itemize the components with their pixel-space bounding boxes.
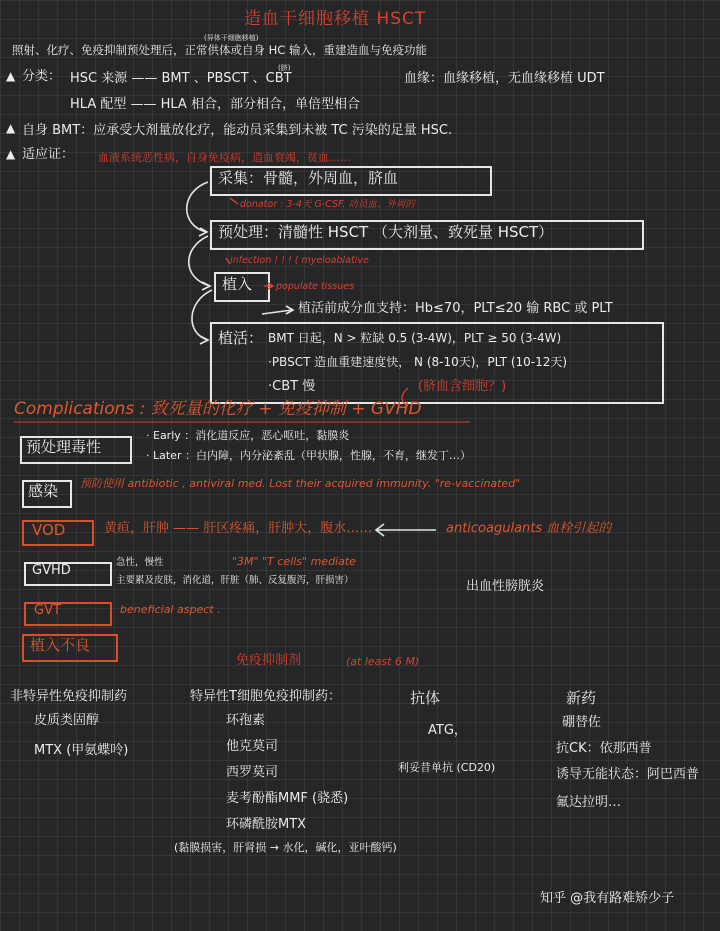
infection-label: 感染 [28, 482, 59, 500]
intro-text: 照射、化疗、免疫抑制预处理后，正常供体或自身 HC 输入，重建造血与免疫功能 [12, 43, 427, 57]
cystitis-text: 出血性膀胱炎 [466, 579, 545, 594]
pretreat-tox-early: · Early ：消化道反应，恶心呕吐，黏膜炎 [146, 429, 350, 442]
intro-note-auto: (脐) [278, 64, 291, 72]
implant-note: populate tissues [276, 281, 355, 292]
nonspecific-item: 皮质类固醇 [34, 713, 100, 728]
nonspecific-title: 非特异性免疫抑制药 [10, 689, 128, 704]
indications-text: 血液系统恶性病，自身免疫病，造血衰竭，贫血…… [98, 151, 351, 164]
nonspecific-item: MTX (甲氨蝶呤) [34, 743, 129, 758]
triangle-icon: ▲ [6, 69, 16, 83]
classification-hla: HLA 配型 —— HLA 相合，部分相合，单倍型相合 [70, 97, 360, 112]
pretreat-tox-label: 预处理毒性 [26, 438, 102, 456]
newdrugs-item: 抗CK：依那西普 [556, 741, 652, 756]
tcell-item: 麦考酚酯MMF (骁悉) [226, 791, 349, 806]
classification-source: HSC 来源 —— BMT 、PBSCT 、CBT [70, 71, 292, 86]
newdrugs-item: 硼替佐 [562, 715, 602, 730]
engraft-pbsct: ·PBSCT 造血重建速度快， N (8-10天)，PLT (10-12天) [268, 355, 568, 369]
engraft-cbt-note: (脐血含细胞？) [418, 379, 507, 394]
immuno-note: (at least 6 M) [346, 655, 420, 668]
antibody-item: 利妥昔单抗 (CD20) [398, 761, 496, 774]
engraft-cbt: ·CBT 慢 [268, 379, 316, 394]
tcell-item: 环孢素 [226, 713, 266, 728]
auto-bmt-text: 自身 BMT：应承受大剂量放化疗，能动员采集到未被 TC 污染的足量 HSC. [22, 123, 453, 138]
engraft-bmt: BMT 日起，N > 粒缺 0.5 (3-4W)，PLT ≥ 50 (3-4W) [268, 331, 562, 345]
vod-remedy: anticoagulants 血栓引起的 [446, 521, 612, 536]
antibody-title: 抗体 [410, 689, 441, 707]
pretreat-text: 预处理：清髓性 HSCT （大剂量、致死量 HSCT） [218, 223, 554, 241]
gvhd-mediate: "3M" "T cells" mediate [232, 555, 356, 568]
intro-note-allo: (异体干细胞移植) [204, 34, 259, 42]
infection-text: 预防使用 antibiotic , antiviral med. Lost their acquired immunity. "re-vaccinated" [80, 477, 521, 490]
vod-label: VOD [32, 521, 66, 539]
pretreat-tox-later: · Later ：白内障，内分泌紊乱（甲状腺，性腺，不育，继发丁…） [146, 449, 471, 462]
gvt-text: beneficial aspect . [120, 603, 221, 616]
collect-text: 采集：骨髓，外周血，脐血 [218, 169, 399, 187]
gvhd-organs: 主要累及皮肤，消化道，肝脏（肺、反复腹泻，肝损害） [116, 575, 354, 586]
tcell-item: 环磷酰胺MTX [226, 817, 307, 832]
gvhd-types: 急性，慢性 [116, 557, 164, 568]
tcell-item: 西罗莫司 [226, 765, 279, 780]
pretreat-note: infection ! ! ! ( myeloablative [230, 255, 369, 266]
tcell-item: 他克莫司 [226, 739, 279, 754]
watermark: 知乎 @我有路难矫少子 [540, 891, 675, 906]
tcell-title: 特异性T细胞免疫抑制药： [190, 689, 341, 704]
gvt-label: GVT [34, 603, 61, 618]
antibody-item: ATG， [428, 723, 467, 738]
immuno-heading: 免疫抑制剂 [236, 653, 302, 668]
indications-label: 适应证： [22, 147, 75, 162]
newdrugs-title: 新药 [566, 689, 597, 707]
implant-text: 植入 [222, 275, 253, 293]
graft-failure-label: 植入不良 [30, 636, 91, 654]
gvhd-label: GVHD [32, 563, 71, 578]
page-title: 造血干细胞移植 HSCT [244, 9, 427, 29]
complications-heading: Complications : 致死量的化疗 + 免疫抑制 + GVHD [14, 399, 422, 419]
collect-note: donator : 3-4天 G-CSF. 动员血、外周的 [240, 199, 415, 210]
triangle-icon: ▲ [6, 121, 16, 135]
classification-label: 分类： [22, 69, 62, 84]
engraft-label: 植活： [218, 329, 264, 347]
triangle-icon: ▲ [6, 147, 16, 161]
tcell-note: (黏膜损害，肝肾损 → 水化，碱化，亚叶酸钙) [174, 841, 397, 854]
classification-kinship: 血缘：血缘移植，无血缘移植 UDT [404, 71, 605, 86]
newdrugs-item: 诱导无能状态：阿巴西普 [556, 767, 700, 782]
newdrugs-item: 氟达拉明… [556, 795, 622, 810]
vod-text: 黄疸，肝肿 —— 肝区疼痛，肝肿大，腹水…… [104, 521, 373, 536]
support-text: 植活前成分血支持：Hb≤70，PLT≤20 输 RBC 或 PLT [298, 301, 613, 316]
